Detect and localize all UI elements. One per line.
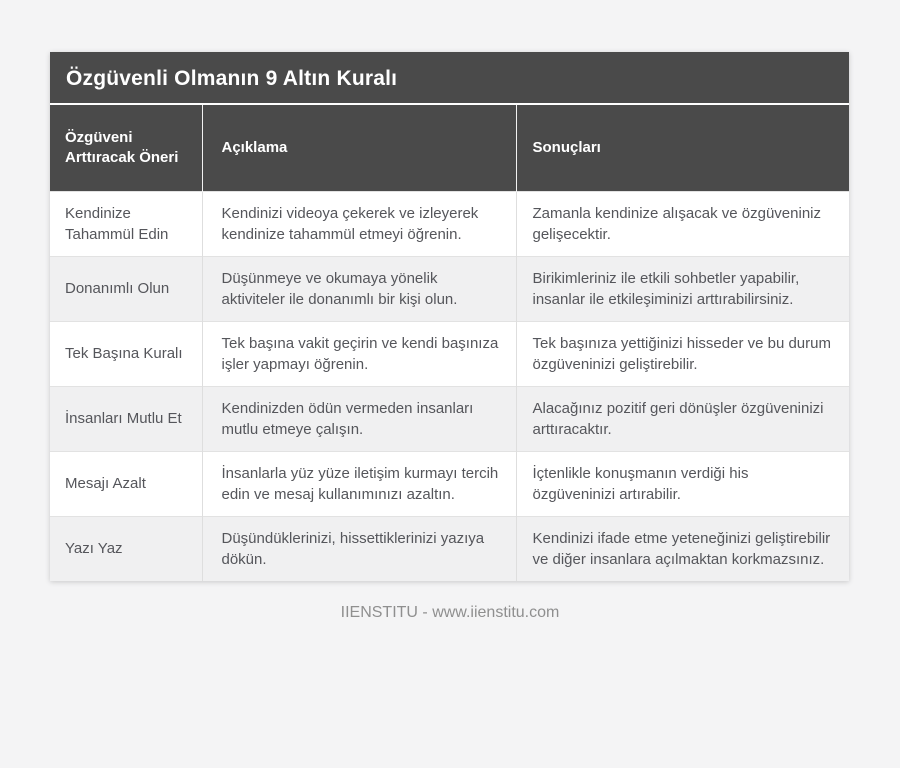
cell-suggestion: Kendinize Tahammül Edin bbox=[50, 191, 202, 256]
cell-result: Kendinizi ifade etme yeteneğinizi geliştirebilir ve diğer insanlara açılmaktan korkmazsınız. bbox=[516, 516, 849, 581]
cell-explanation: Düşünmeye ve okumaya yönelik aktiviteler ile donanımlı bir kişi olun. bbox=[202, 256, 516, 321]
cell-result: İçtenlikle konuşmanın verdiği his özgüveninizi artırabilir. bbox=[516, 451, 849, 516]
table-row bbox=[50, 256, 849, 321]
cell-suggestion: Donanımlı Olun bbox=[50, 256, 202, 321]
rules-table bbox=[50, 105, 849, 581]
cell-result: Alacağınız pozitif geri dönüşler özgüveninizi arttıracaktır. bbox=[516, 386, 849, 451]
page-title: Özgüvenli Olmanın 9 Altın Kuralı bbox=[50, 52, 849, 105]
cell-result: Birikimleriniz ile etkili sohbetler yapabilir, insanlar ile etkileşiminizi arttırabilirsiniz. bbox=[516, 256, 849, 321]
cell-result: Tek başınıza yettiğinizi hisseder ve bu durum özgüveninizi geliştirebilir. bbox=[516, 321, 849, 386]
column-header-suggestion: Özgüveni Arttıracak Öneri bbox=[50, 105, 202, 191]
infographic-card bbox=[50, 52, 849, 581]
cell-result: Zamanla kendinize alışacak ve özgüveniniz gelişecektir. bbox=[516, 191, 849, 256]
table-row bbox=[50, 451, 849, 516]
table-row bbox=[50, 386, 849, 451]
table-row bbox=[50, 191, 849, 256]
cell-explanation: Tek başına vakit geçirin ve kendi başınıza işler yapmayı öğrenin. bbox=[202, 321, 516, 386]
cell-suggestion: Mesajı Azalt bbox=[50, 451, 202, 516]
table-row bbox=[50, 516, 849, 581]
cell-explanation: Düşündüklerinizi, hissettiklerinizi yazıya dökün. bbox=[202, 516, 516, 581]
cell-suggestion: Yazı Yaz bbox=[50, 516, 202, 581]
footer-credit: IIENSTITU - www.iienstitu.com bbox=[340, 603, 560, 621]
column-header-results: Sonuçları bbox=[516, 105, 849, 191]
column-header-explanation: Açıklama bbox=[202, 105, 516, 191]
cell-explanation: Kendinizi videoya çekerek ve izleyerek kendinize tahammül etmeyi öğrenin. bbox=[202, 191, 516, 256]
table-row bbox=[50, 321, 849, 386]
header-row bbox=[50, 105, 849, 191]
cell-suggestion: Tek Başına Kuralı bbox=[50, 321, 202, 386]
cell-explanation: İnsanlarla yüz yüze iletişim kurmayı tercih edin ve mesaj kullanımınızı azaltın. bbox=[202, 451, 516, 516]
cell-explanation: Kendinizden ödün vermeden insanları mutlu etmeye çalışın. bbox=[202, 386, 516, 451]
cell-suggestion: İnsanları Mutlu Et bbox=[50, 386, 202, 451]
